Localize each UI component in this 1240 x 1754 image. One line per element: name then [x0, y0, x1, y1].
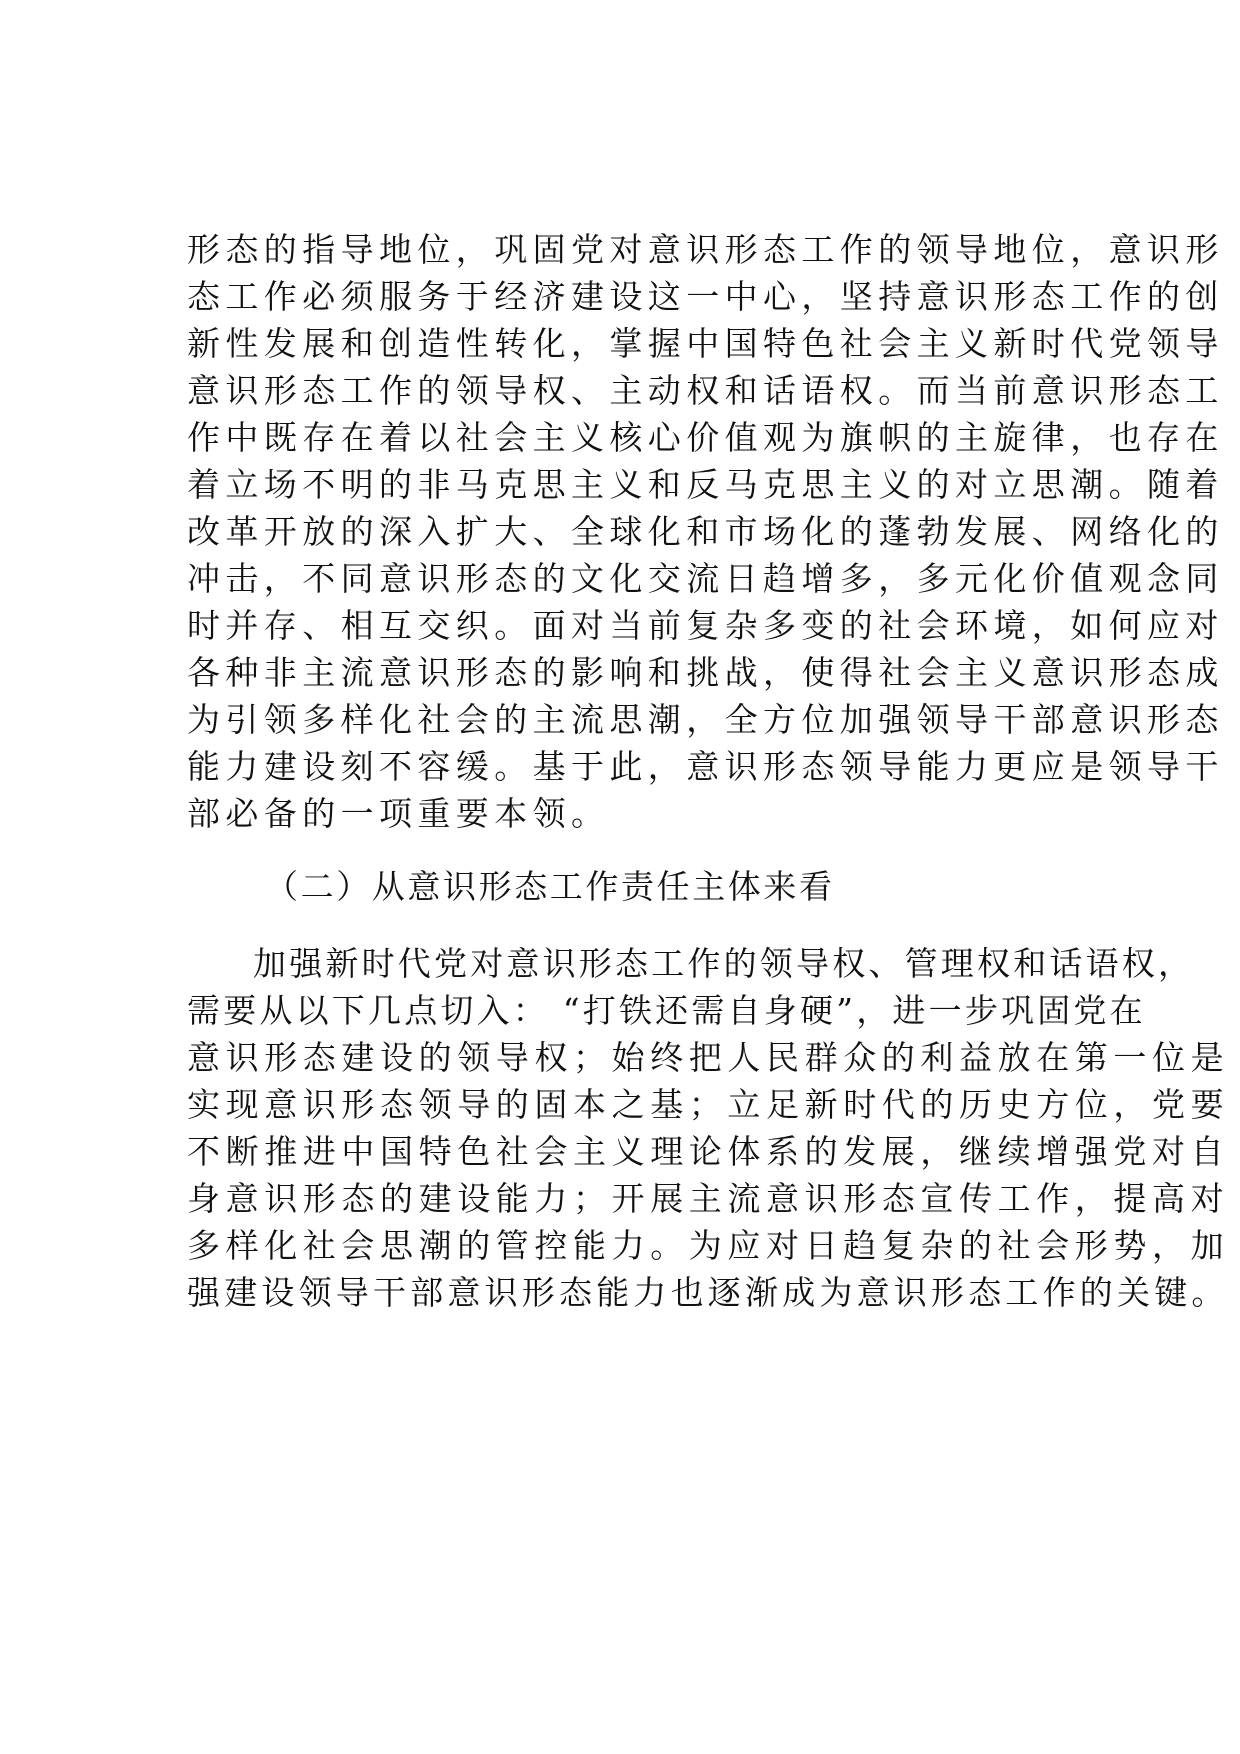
paragraph-line: 意识形态建设的领导权；始终把人民群众的利益放在第一位是	[187, 1038, 1230, 1077]
paragraph-line: 加强新时代党对意识形态工作的领导权、管理权和话语权，	[253, 944, 1195, 983]
paragraph-line: 身意识形态的建设能力；开展主流意识形态宣传工作，提高对	[187, 1179, 1230, 1218]
paragraph-line: 强建设领导干部意识形态能力也逐渐成为意识形态工作的关键。	[187, 1273, 1229, 1312]
paragraph-line: 实现意识形态领导的固本之基；立足新时代的历史方位，党要	[187, 1085, 1230, 1124]
paragraph-responsibility-subject	[187, 940, 1230, 1316]
paragraph-line: 态工作必须服务于经济建设这一中心，坚持意识形态工作的创	[187, 277, 1224, 316]
paragraph-line: 形态的指导地位，巩固党对意识形态工作的领导地位，意识形	[187, 230, 1224, 269]
paragraph-line: 多样化社会思潮的管控能力。为应对日趋复杂的社会形势，加	[187, 1226, 1230, 1265]
paragraph-line: 时并存、相互交织。面对当前复杂多变的社会环境，如何应对	[187, 606, 1224, 645]
paragraph-line: 各种非主流意识形态的影响和挑战，使得社会主义意识形态成	[187, 653, 1224, 692]
paragraph-ideology-leadership	[187, 226, 1224, 837]
section-heading: （二）从意识形态工作责任主体来看	[265, 867, 835, 906]
paragraph-line: 能力建设刻不容缓。基于此，意识形态领导能力更应是领导干	[187, 747, 1224, 786]
paragraph-line: 意识形态工作的领导权、主动权和话语权。而当前意识形态工	[187, 371, 1224, 410]
paragraph-line: 需要从以下几点切入： “打铁还需自身硬”，进一步巩固党在	[187, 991, 1146, 1030]
paragraph-line: 不断推进中国特色社会主义理论体系的发展，继续增强党对自	[187, 1132, 1230, 1171]
paragraph-line: 冲击，不同意识形态的文化交流日趋增多，多元化价值观念同	[187, 559, 1224, 598]
paragraph-line: 部必备的一项重要本领。	[187, 794, 610, 833]
document-body	[187, 226, 1230, 1316]
paragraph-line: 为引领多样化社会的主流思潮，全方位加强领导干部意识形态	[187, 700, 1224, 739]
paragraph-line: 作中既存在着以社会主义核心价值观为旗帜的主旋律，也存在	[187, 418, 1224, 457]
paragraph-line: 新性发展和创造性转化，掌握中国特色社会主义新时代党领导	[187, 324, 1224, 363]
paragraph-line: 着立场不明的非马克思主义和反马克思主义的对立思潮。随着	[187, 465, 1224, 504]
paragraph-line: 改革开放的深入扩大、全球化和市场化的蓬勃发展、网络化的	[187, 512, 1224, 551]
